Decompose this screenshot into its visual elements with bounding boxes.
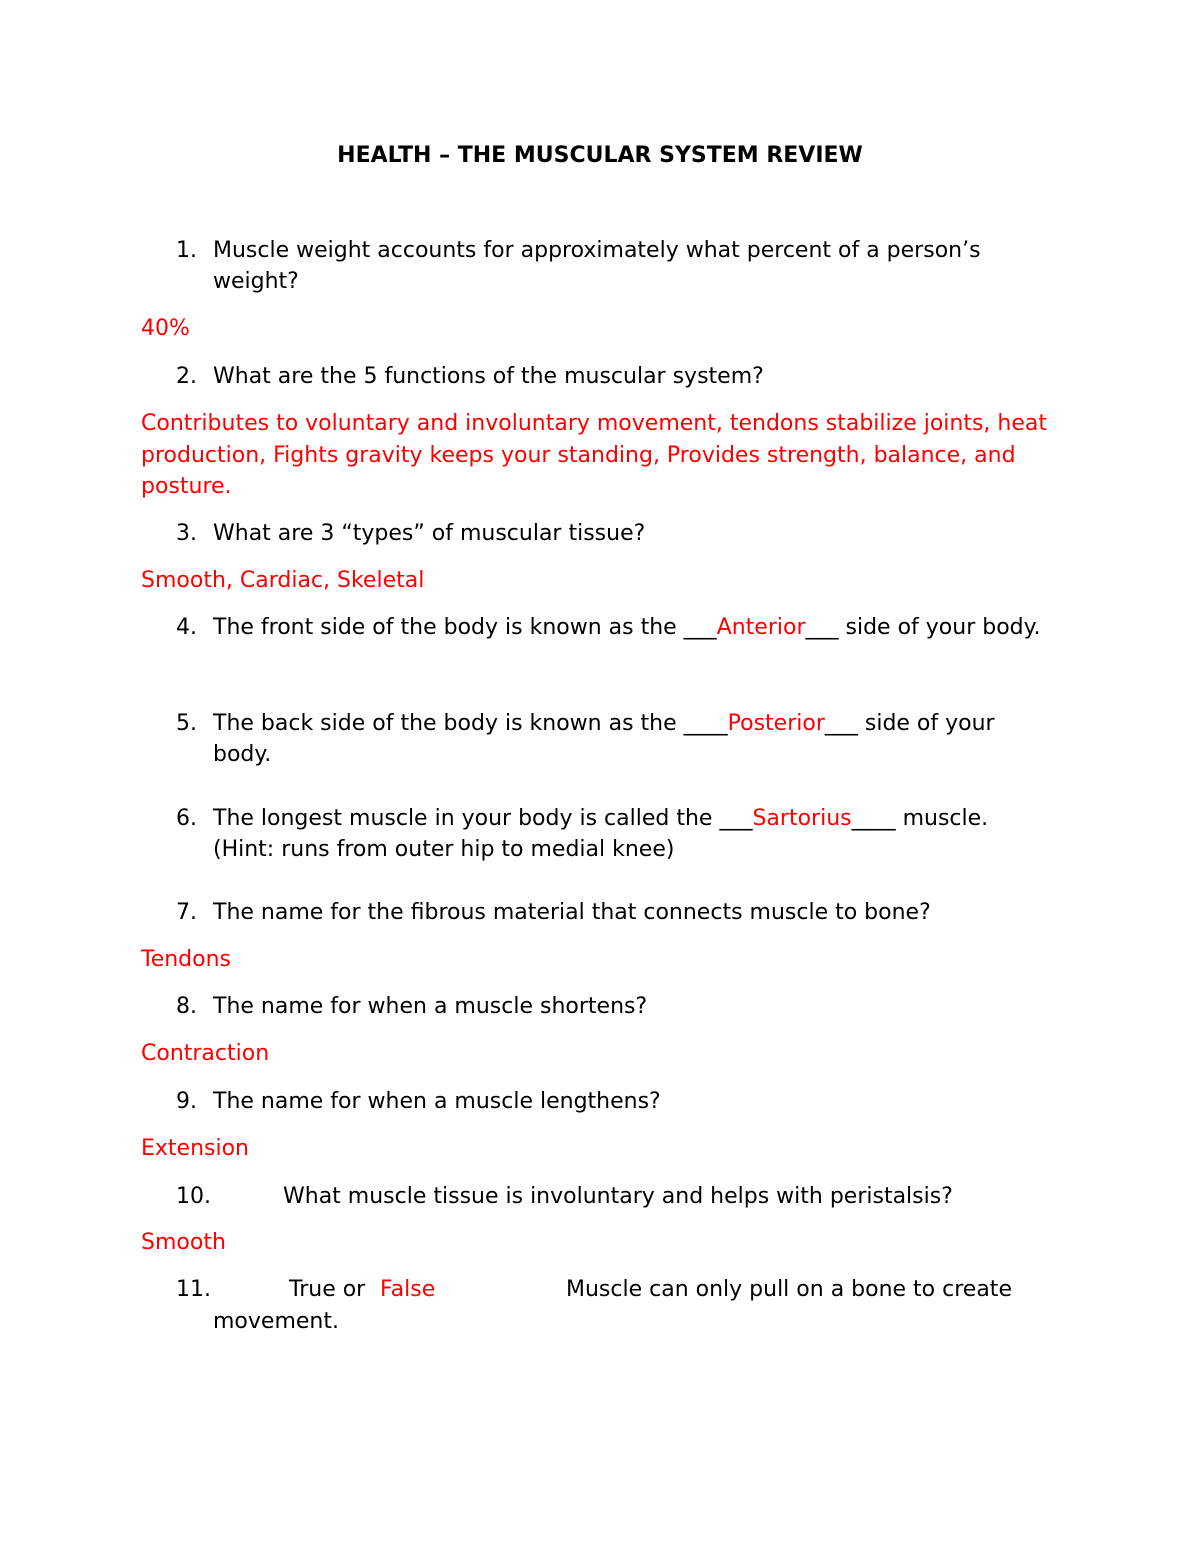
question-text: What muscle tissue is involuntary and helps with peristalsis?	[283, 1184, 953, 1209]
question-number: 8.	[176, 994, 197, 1019]
question-11-line	[176, 1274, 1076, 1305]
question-number: 11.	[176, 1277, 211, 1302]
question-text: The name for the fibrous material that connects muscle to bone?	[213, 900, 931, 925]
page-title: HEALTH – THE MUSCULAR SYSTEM REVIEW	[337, 143, 863, 168]
answer-2: Contributes to voluntary and involuntary movement, tendons stabilize joints, heat production, Fights gravity keeps your standing, Provides strength, balance, and posture.	[141, 411, 1048, 499]
fill-in-answer: Posterior	[727, 711, 825, 736]
answer-7: Tendons	[141, 947, 232, 972]
question-number: 6.	[176, 806, 197, 831]
question-text	[213, 803, 1053, 865]
question-number: 3.	[176, 521, 197, 546]
question-text: The name for when a muscle shortens?	[213, 994, 648, 1019]
true-or-label: True or	[289, 1277, 366, 1302]
question-number: 1.	[176, 238, 197, 263]
question-text: What are the 5 functions of the muscular system?	[213, 364, 764, 389]
question-number: 7.	[176, 900, 197, 925]
question-number: 9.	[176, 1089, 197, 1114]
answer-8: Contraction	[141, 1041, 270, 1066]
question-text	[213, 708, 1053, 770]
question-text: What are 3 “types” of muscular tissue?	[213, 521, 646, 546]
question-number: 4.	[176, 615, 197, 640]
question-text-pre: The front side of the body is known as the ___	[213, 615, 717, 640]
question-statement-continued: movement.	[213, 1309, 339, 1334]
question-text: The name for when a muscle lengthens?	[213, 1089, 661, 1114]
question-statement: Muscle can only pull on a bone to create	[566, 1277, 1012, 1302]
answer-3: Smooth, Cardiac, Skeletal	[141, 568, 425, 593]
question-text-pre: The longest muscle in your body is called the ___	[213, 806, 753, 831]
question-text-post: ___ side of your body.	[805, 615, 1041, 640]
question-number: 10.	[176, 1184, 211, 1209]
answer-1: 40%	[141, 316, 190, 341]
question-number: 2.	[176, 364, 197, 389]
question-text-pre: The back side of the body is known as the ____	[213, 711, 728, 736]
fill-in-answer: Anterior	[716, 615, 806, 640]
answer-9: Extension	[141, 1136, 250, 1161]
question-text	[213, 612, 1053, 643]
question-text: Muscle weight accounts for approximately what percent of a person’s weight?	[213, 238, 981, 294]
fill-in-answer: Sartorius	[752, 806, 852, 831]
false-answer: False	[380, 1277, 436, 1302]
answer-10: Smooth	[141, 1230, 226, 1255]
question-text-post: ____ muscle. (Hint: runs from outer hip to medial knee)	[213, 806, 989, 862]
question-text-post: ___ side of your body.	[213, 711, 995, 767]
question-number: 5.	[176, 711, 197, 736]
